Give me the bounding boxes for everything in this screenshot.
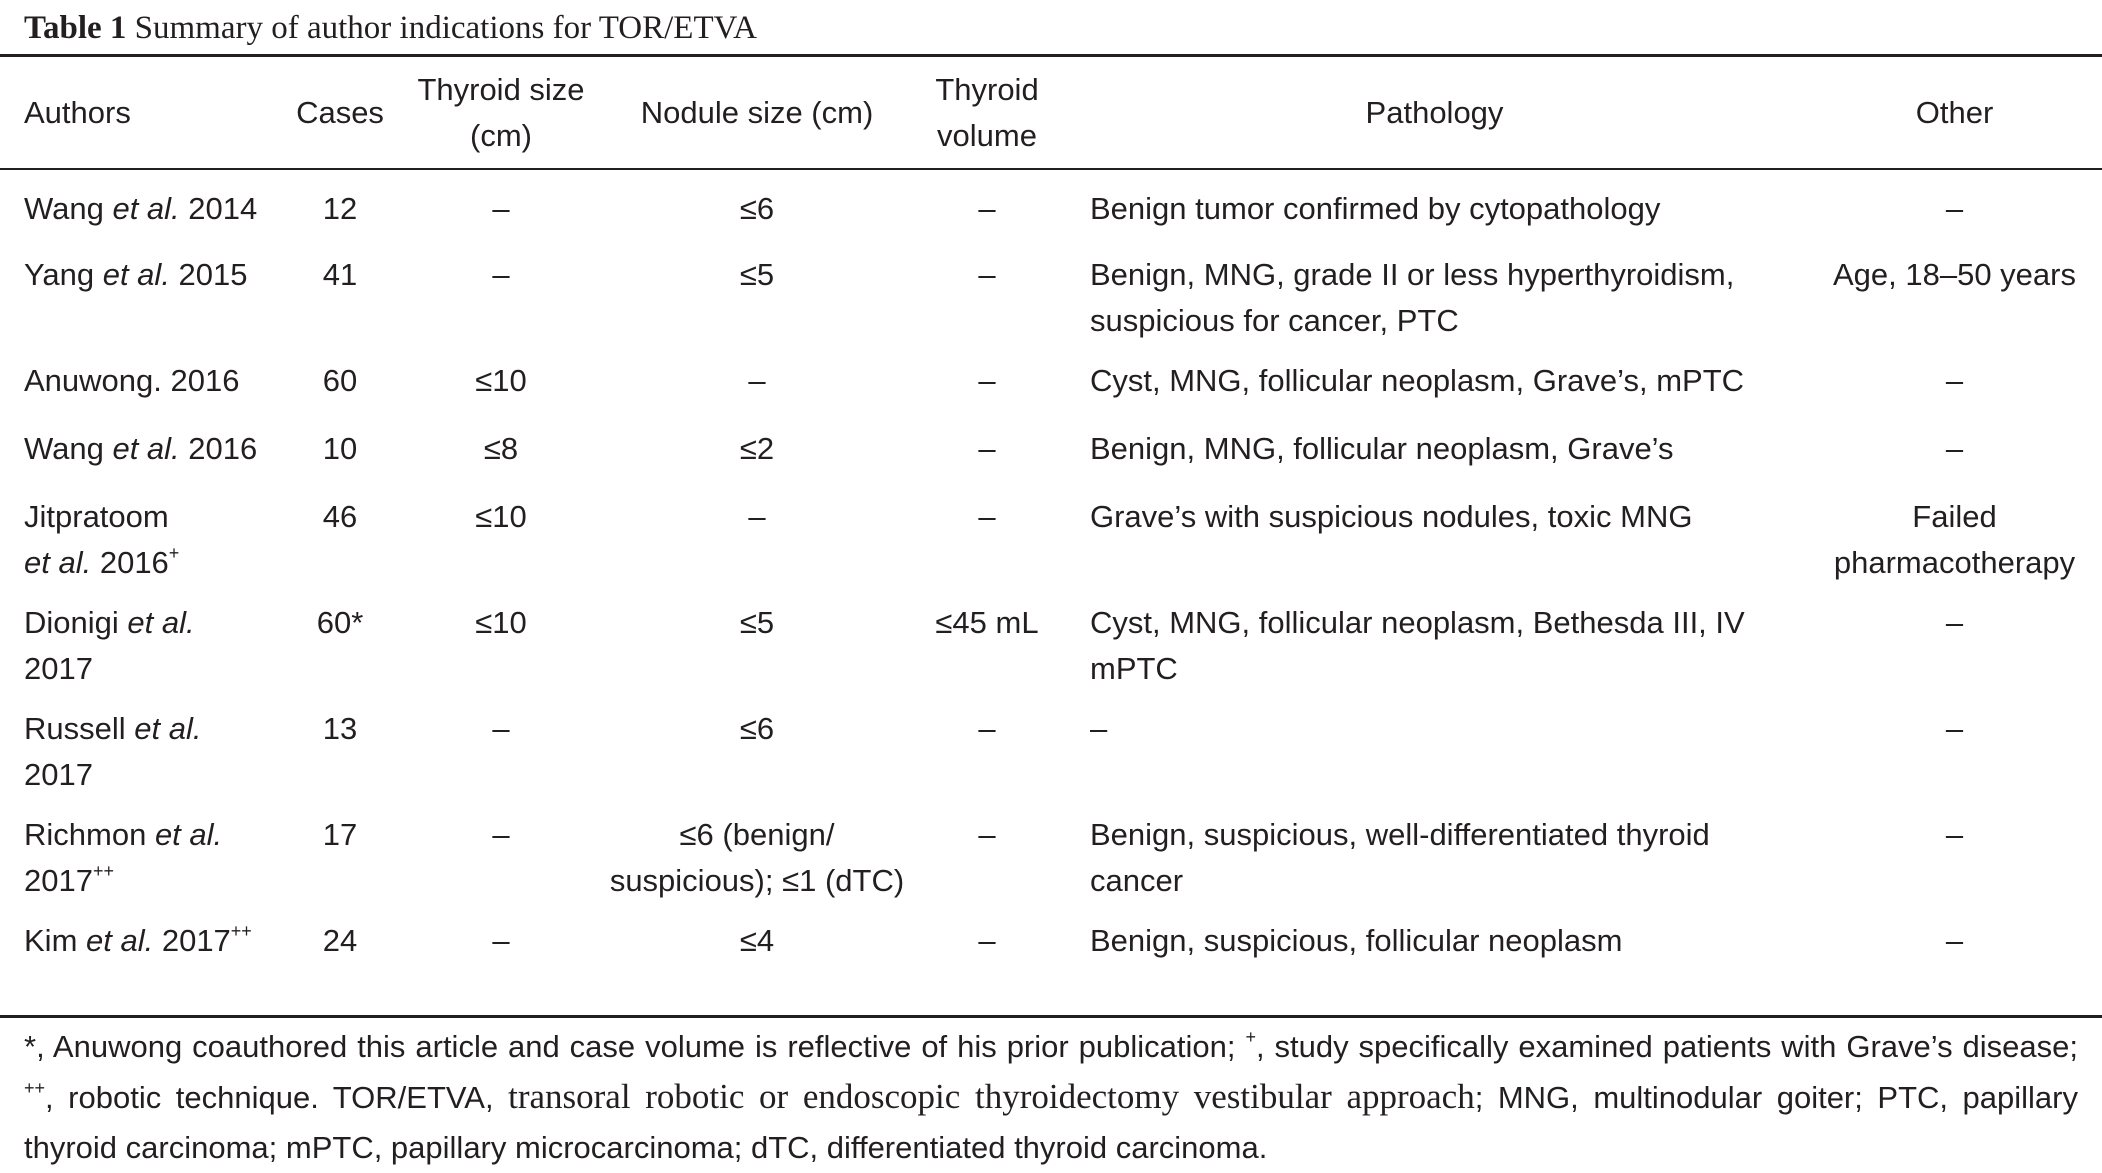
cell-author: Russell et al. 2017 [24, 711, 202, 792]
cell-thyroid-size: – [492, 711, 510, 746]
cell-cases: 24 [322, 923, 358, 958]
cell-pathology: Benign, MNG, follicular neoplasm, Grave’s [1090, 431, 1674, 466]
cell-other: – [1945, 817, 1964, 852]
cell-author: Anuwong. 2016 [24, 363, 240, 398]
cell-thyroid-size: ≤10 [475, 605, 527, 640]
table-row [0, 586, 2102, 692]
cell-other: Age, 18–50 years [1832, 257, 2076, 292]
cell-other: – [1945, 605, 1964, 640]
table-row [0, 170, 2102, 238]
cell-other: – [1945, 711, 1964, 746]
cell-cases: 13 [322, 711, 358, 746]
cell-author: Yang et al. 2015 [24, 257, 248, 292]
cell-author: Wang et al. 2014 [24, 191, 258, 226]
cell-author: Kim et al. 2017++ [24, 921, 252, 958]
cell-thyroid-volume: – [978, 257, 996, 292]
cell-pathology: Benign, MNG, grade II or less hyperthyroidism, suspicious for cancer, PTC [1090, 257, 1735, 338]
cell-thyroid-size: ≤10 [475, 363, 527, 398]
cell-nodule-size: – [748, 363, 766, 398]
table-row [0, 238, 2102, 344]
cell-nodule-size: ≤6 (benign/ suspicious); ≤1 (dTC) [609, 817, 905, 898]
table-row [0, 480, 2102, 586]
cell-cases: 60 [322, 363, 358, 398]
col-pathology: Pathology [1365, 95, 1504, 130]
cell-nodule-size: – [748, 499, 766, 534]
cell-thyroid-size: – [492, 257, 510, 292]
col-nodule-size: Nodule size (cm) [640, 95, 874, 130]
cell-thyroid-size: – [492, 191, 510, 226]
cell-thyroid-volume: – [978, 363, 996, 398]
cell-thyroid-volume: – [978, 191, 996, 226]
cell-thyroid-size: ≤8 [483, 431, 519, 466]
cell-thyroid-size: – [492, 817, 510, 852]
cell-nodule-size: ≤6 [739, 191, 775, 226]
cell-nodule-size: ≤6 [739, 711, 775, 746]
cell-cases: 10 [322, 431, 358, 466]
cell-thyroid-volume: – [978, 817, 996, 852]
cell-thyroid-volume: – [978, 711, 996, 746]
cell-nodule-size: ≤2 [739, 431, 775, 466]
cell-thyroid-volume: – [978, 923, 996, 958]
cell-other: – [1945, 923, 1964, 958]
col-authors: Authors [24, 95, 131, 130]
col-cases: Cases [296, 95, 384, 130]
cell-thyroid-volume: – [978, 499, 996, 534]
header-row [0, 0, 2102, 170]
cell-author: Jitpratoom et al. 2016+ [24, 499, 180, 580]
cell-pathology: – [1090, 711, 1108, 746]
cell-pathology: Cyst, MNG, follicular neoplasm, Bethesda III, IV mPTC [1090, 605, 1745, 686]
table-title: Summary of author indications for TOR/ETVA [134, 10, 758, 46]
cell-nodule-size: ≤4 [739, 923, 775, 958]
table-row [0, 904, 2102, 972]
table-row [0, 798, 2102, 904]
cell-thyroid-volume: – [978, 431, 996, 466]
cell-other: Failed pharmacotherapy [1833, 499, 2076, 580]
cell-pathology: Cyst, MNG, follicular neoplasm, Grave’s, mPTC [1090, 363, 1745, 398]
cell-other: – [1945, 363, 1964, 398]
cell-other: – [1945, 191, 1964, 226]
col-thyroid-size: Thyroid size (cm) [417, 72, 585, 153]
table-footnote: *, Anuwong coauthored this article and case volume is reflective of his prior publication; +, study specifically examined patients with Grave’s disease; ++, robotic technique. TOR/ETVA, transoral robotic or endoscopic thyroidectomy vestibular approach; MNG, multinodular goiter; PTC, papillary thyroid carcinoma; mPTC, papillary microcarcinoma; dTC, differentiated thyroid carcinoma. [24, 1027, 2078, 1165]
col-other: Other [1915, 95, 1994, 130]
cell-author: Wang et al. 2016 [24, 431, 258, 466]
cell-thyroid-size: – [492, 923, 510, 958]
cell-other: – [1945, 431, 1964, 466]
table-row [0, 344, 2102, 412]
bottom-rule [0, 1015, 2102, 1018]
table-row [0, 412, 2102, 480]
cell-nodule-size: ≤5 [739, 605, 775, 640]
cell-pathology: Benign tumor confirmed by cytopathology [1090, 191, 1661, 226]
cell-cases: 17 [322, 817, 358, 852]
col-thyroid-volume: Thyroid volume [935, 72, 1039, 153]
table-number: Table 1 [24, 10, 127, 46]
cell-author: Richmon et al. 2017++ [24, 817, 223, 898]
cell-pathology: Benign, suspicious, follicular neoplasm [1090, 923, 1623, 958]
table-row [0, 692, 2102, 798]
cell-cases: 60* [316, 605, 364, 640]
cell-cases: 12 [322, 191, 358, 226]
cell-cases: 41 [322, 257, 358, 292]
cell-thyroid-size: ≤10 [475, 499, 527, 534]
cell-nodule-size: ≤5 [739, 257, 775, 292]
cell-thyroid-volume: ≤45 mL [935, 605, 1039, 640]
cell-pathology: Benign, suspicious, well-differentiated thyroid cancer [1090, 817, 1710, 898]
cell-cases: 46 [322, 499, 358, 534]
cell-author: Dionigi et al. 2017 [24, 605, 195, 686]
cell-pathology: Grave’s with suspicious nodules, toxic MNG [1090, 499, 1693, 534]
